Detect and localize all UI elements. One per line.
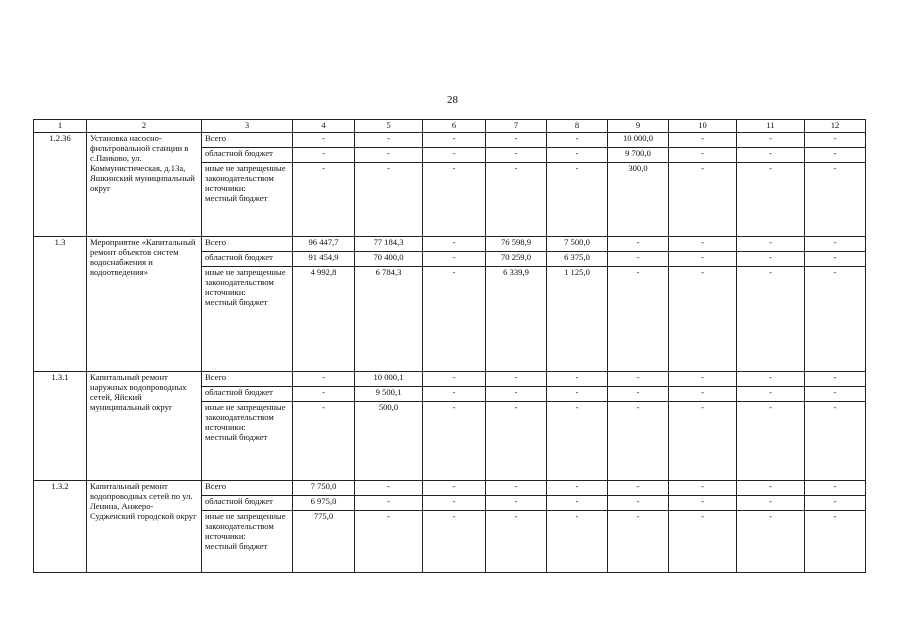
value-cell: - — [737, 267, 805, 372]
value-cell: - — [355, 511, 423, 573]
value-cell: - — [805, 148, 866, 163]
value-cell: - — [669, 372, 737, 387]
funding-source: Всего — [202, 481, 293, 496]
value-cell: 9 500,1 — [355, 387, 423, 402]
value-cell: - — [293, 133, 355, 148]
value-cell: 775,0 — [293, 511, 355, 573]
column-header: 9 — [608, 120, 669, 133]
table-row — [34, 237, 866, 252]
value-cell: - — [423, 252, 486, 267]
value-cell: - — [669, 402, 737, 481]
value-cell: - — [423, 163, 486, 237]
value-cell: - — [547, 148, 608, 163]
value-cell: - — [423, 148, 486, 163]
value-cell: - — [355, 481, 423, 496]
value-cell: - — [669, 163, 737, 237]
funding-source: Всего — [202, 133, 293, 148]
column-header: 12 — [805, 120, 866, 133]
value-cell: - — [805, 252, 866, 267]
value-cell: - — [355, 148, 423, 163]
value-cell: - — [669, 481, 737, 496]
column-header: 11 — [737, 120, 805, 133]
funding-source: областной бюджет — [202, 387, 293, 402]
value-cell: - — [423, 481, 486, 496]
value-cell: - — [669, 133, 737, 148]
row-number: 1.3.1 — [34, 372, 87, 481]
value-cell: - — [669, 387, 737, 402]
value-cell: 70 259,0 — [486, 252, 547, 267]
value-cell: - — [547, 481, 608, 496]
funding-source: областной бюджет — [202, 252, 293, 267]
value-cell: - — [669, 496, 737, 511]
value-cell: - — [805, 481, 866, 496]
value-cell: - — [486, 148, 547, 163]
value-cell: - — [608, 372, 669, 387]
value-cell: - — [669, 237, 737, 252]
table-row — [34, 481, 866, 496]
value-cell: - — [608, 252, 669, 267]
value-cell: 300,0 — [608, 163, 669, 237]
column-header: 8 — [547, 120, 608, 133]
row-number: 1.2.36 — [34, 133, 87, 237]
value-cell: 91 454,9 — [293, 252, 355, 267]
value-cell: 10 000,1 — [355, 372, 423, 387]
value-cell: - — [737, 496, 805, 511]
value-cell: 6 975,0 — [293, 496, 355, 511]
row-number: 1.3 — [34, 237, 87, 372]
value-cell: - — [805, 402, 866, 481]
table-row — [34, 133, 866, 148]
value-cell: - — [486, 163, 547, 237]
value-cell: - — [486, 481, 547, 496]
value-cell: - — [423, 402, 486, 481]
value-cell: - — [293, 148, 355, 163]
value-cell: - — [669, 511, 737, 573]
column-header: 2 — [87, 120, 202, 133]
value-cell: - — [669, 252, 737, 267]
column-header: 3 — [202, 120, 293, 133]
value-cell: - — [737, 481, 805, 496]
column-header: 10 — [669, 120, 737, 133]
value-cell: - — [608, 387, 669, 402]
row-description: Установка насосно-фильтровальной станции в с.Панково, ул. Коммунистическая, д.13а, Яшкинский муниципальный округ — [87, 133, 202, 237]
funding-source: иные не запрещенные законодательством источники: местный бюджет — [202, 402, 293, 481]
value-cell: - — [737, 372, 805, 387]
value-cell: 9 700,0 — [608, 148, 669, 163]
value-cell: 500,0 — [355, 402, 423, 481]
value-cell: 7 500,0 — [547, 237, 608, 252]
value-cell: - — [293, 163, 355, 237]
value-cell: - — [486, 387, 547, 402]
value-cell: - — [805, 511, 866, 573]
value-cell: 4 992,8 — [293, 267, 355, 372]
value-cell: - — [737, 237, 805, 252]
value-cell: - — [423, 496, 486, 511]
value-cell: - — [608, 267, 669, 372]
value-cell: 1 125,0 — [547, 267, 608, 372]
value-cell: - — [547, 402, 608, 481]
value-cell: 96 447,7 — [293, 237, 355, 252]
value-cell: - — [293, 402, 355, 481]
value-cell: - — [608, 402, 669, 481]
row-description: Мероприятие «Капитальный ремонт объектов систем водоснабжения и водоотведения» — [87, 237, 202, 372]
funding-source: областной бюджет — [202, 496, 293, 511]
header-row — [34, 120, 866, 133]
value-cell: 6 784,3 — [355, 267, 423, 372]
value-cell: - — [293, 372, 355, 387]
row-number: 1.3.2 — [34, 481, 87, 573]
value-cell: - — [423, 237, 486, 252]
value-cell: - — [355, 133, 423, 148]
value-cell: - — [608, 237, 669, 252]
value-cell: - — [547, 133, 608, 148]
page-number: 28 — [447, 94, 458, 106]
column-header: 6 — [423, 120, 486, 133]
value-cell: - — [737, 163, 805, 237]
value-cell: 77 184,3 — [355, 237, 423, 252]
value-cell: - — [293, 387, 355, 402]
column-header: 7 — [486, 120, 547, 133]
table-row — [34, 372, 866, 387]
value-cell: - — [669, 148, 737, 163]
funding-source: Всего — [202, 237, 293, 252]
value-cell: - — [737, 402, 805, 481]
value-cell: - — [737, 148, 805, 163]
value-cell: - — [669, 267, 737, 372]
value-cell: - — [423, 387, 486, 402]
value-cell: - — [737, 133, 805, 148]
value-cell: - — [547, 511, 608, 573]
funding-source: иные не запрещенные законодательством источники: местный бюджет — [202, 267, 293, 372]
column-header: 4 — [293, 120, 355, 133]
value-cell: 6 339,9 — [486, 267, 547, 372]
row-description: Капитальный ремонт водопроводных сетей по ул. Ленина, Анжеро-Судженский городской округ — [87, 481, 202, 573]
value-cell: - — [805, 237, 866, 252]
value-cell: - — [486, 372, 547, 387]
value-cell: - — [547, 372, 608, 387]
value-cell: - — [486, 496, 547, 511]
value-cell: - — [737, 387, 805, 402]
value-cell: - — [608, 511, 669, 573]
value-cell: - — [423, 511, 486, 573]
value-cell: - — [355, 496, 423, 511]
value-cell: - — [737, 511, 805, 573]
value-cell: - — [805, 133, 866, 148]
value-cell: 76 598,9 — [486, 237, 547, 252]
value-cell: - — [547, 163, 608, 237]
row-description: Капитальный ремонт наружных водопроводных сетей, Яйский муниципальный округ — [87, 372, 202, 481]
value-cell: - — [805, 372, 866, 387]
value-cell: 7 750,0 — [293, 481, 355, 496]
value-cell: - — [486, 402, 547, 481]
value-cell: - — [547, 496, 608, 511]
value-cell: - — [547, 387, 608, 402]
funding-source: Всего — [202, 372, 293, 387]
value-cell: - — [608, 496, 669, 511]
column-header: 1 — [34, 120, 87, 133]
value-cell: - — [486, 511, 547, 573]
funding-source: иные не запрещенные законодательством источники: местный бюджет — [202, 163, 293, 237]
value-cell: 70 400,0 — [355, 252, 423, 267]
value-cell: - — [737, 252, 805, 267]
value-cell: - — [608, 481, 669, 496]
value-cell: - — [423, 267, 486, 372]
value-cell: - — [805, 163, 866, 237]
value-cell: - — [355, 163, 423, 237]
value-cell: 6 375,0 — [547, 252, 608, 267]
value-cell: - — [486, 133, 547, 148]
value-cell: 10 000,0 — [608, 133, 669, 148]
value-cell: - — [423, 372, 486, 387]
value-cell: - — [805, 387, 866, 402]
value-cell: - — [423, 133, 486, 148]
funding-source: областной бюджет — [202, 148, 293, 163]
column-header: 5 — [355, 120, 423, 133]
budget-table — [33, 119, 866, 573]
value-cell: - — [805, 267, 866, 372]
value-cell: - — [805, 496, 866, 511]
funding-source: иные не запрещенные законодательством источники: местный бюджет — [202, 511, 293, 573]
